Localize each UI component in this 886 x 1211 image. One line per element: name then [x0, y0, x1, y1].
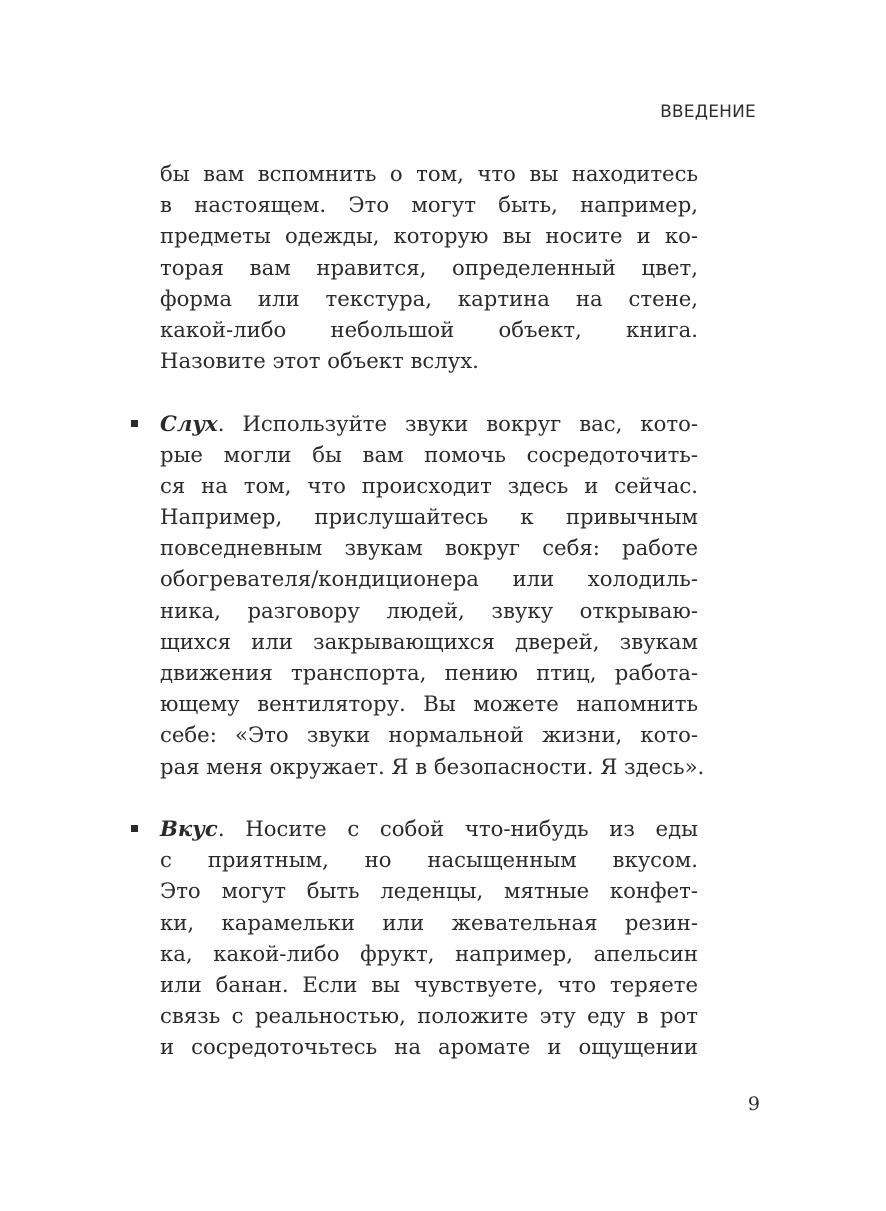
text-line: [160, 408, 698, 439]
running-head: ВВЕДЕНИЕ: [660, 102, 756, 122]
bullet-item-hearing: [160, 408, 705, 782]
square-bullet-icon: [131, 420, 138, 427]
text-line: предметы одежды, которую вы носите и ко-: [160, 223, 698, 249]
square-bullet-icon: [131, 825, 138, 832]
page-number: 9: [747, 1093, 760, 1115]
bullet-lead-text: . Используйте звуки вокруг вас, кото-: [217, 410, 698, 436]
text-line: Назовите этот объект вслух.: [160, 348, 479, 374]
text-line: ка, какой-либо фрукт, например, апельсин: [160, 940, 698, 966]
text-line: форма или текстура, картина на стене,: [160, 285, 698, 311]
text-line: повседневным звукам вокруг себя: работе: [160, 535, 698, 561]
paragraph-gap: [160, 782, 698, 813]
page-body: [160, 158, 705, 1062]
text-line: движения транспорта, пению птиц, работа-: [160, 660, 698, 685]
text-line: [160, 813, 698, 844]
text-line: ся на том, что происходит здесь и сейчас.: [160, 472, 698, 498]
paragraph-gap: [160, 376, 698, 407]
text-line: себе: «Это звуки нормальной жизни, кото-: [160, 722, 698, 748]
bullet-term: Слух: [160, 410, 218, 436]
text-line: обогревателя/кондиционера или холодиль-: [160, 566, 698, 592]
text-line: рые могли бы вам помочь сосредоточить-: [160, 441, 698, 467]
bullet-term: Вкус: [160, 815, 218, 841]
bullet-item-taste: [160, 813, 698, 1063]
text-line: ника, разговору людей, звуку открываю-: [160, 597, 698, 623]
text-line: рая меня окружает. Я в безопасности. Я здесь».: [160, 753, 705, 779]
text-line: связь с реальностью, положите эту еду в рот: [160, 1003, 698, 1029]
text-line: Это могут быть леденцы, мятные конфет-: [160, 878, 698, 904]
text-line: бы вам вспомнить о том, что вы находитесь: [160, 161, 698, 186]
bullet-lead-text: . Носите с собой что-нибудь из еды: [217, 815, 698, 841]
text-line: и сосредоточьтесь на аромате и ощущении: [160, 1034, 698, 1060]
text-line: ки, карамельки или жевательная резин-: [160, 909, 698, 935]
text-line: Например, прислушайтесь к привычным: [160, 504, 698, 530]
text-line: торая вам нравится, определенный цвет,: [160, 254, 698, 280]
text-line: щихся или закрывающихся дверей, звукам: [160, 628, 698, 654]
text-line: или банан. Если вы чувствуете, что теряете: [160, 971, 698, 997]
text-line: в настоящем. Это могут быть, например,: [160, 192, 698, 218]
text-line: какой-либо небольшой объект, книга.: [160, 316, 698, 342]
text-line: ющему вентилятору. Вы можете напомнить: [160, 691, 698, 717]
continuation-paragraph: [160, 158, 698, 376]
text-line: с приятным, но насыщенным вкусом.: [160, 847, 698, 873]
